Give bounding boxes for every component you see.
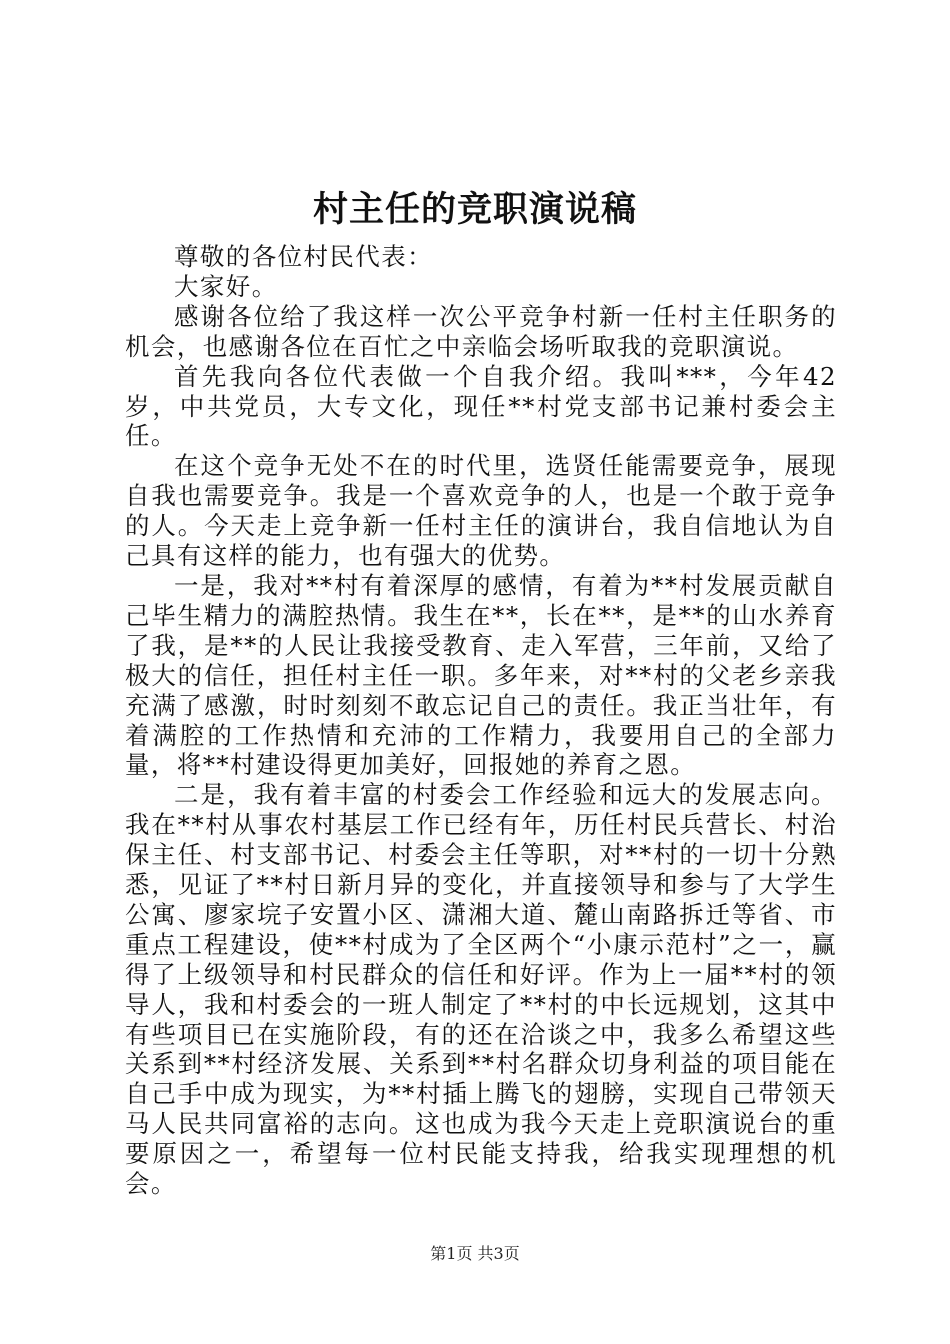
page-number-footer: 第1页 共3页 <box>430 1244 520 1263</box>
thanks-paragraph: 感谢各位给了我这样一次公平竞争村新一任村主任职务的机会，也感谢各位在百忙之中亲临会场听取我的竞职演说。 <box>125 301 837 361</box>
document-title: 村主任的竞职演说稿 <box>312 189 637 230</box>
greeting-paragraph: 大家好。 <box>174 271 278 301</box>
first-point-paragraph: 一是，我对**村有着深厚的感情，有着为**村发展贡献自己毕生精力的满腔热情。我生在**，长在**，是**的山水养育了我，是**的人民让我接受教育、走入军营，三年前，又给了极大的信任，担任村主任一职。多年来，对**村的父老乡亲我充满了感激，时时刻刻不敢忘记自己的责任。我正当壮年，有着满腔的工作热情和充沛的工作精力，我要用自己的全部力量，将**村建设得更加美好，回报她的养育之恩。 <box>125 570 837 780</box>
competition-paragraph: 在这个竞争无处不在的时代里，选贤任能需要竞争，展现自我也需要竞争。我是一个喜欢竞争的人，也是一个敢于竞争的人。今天走上竞争新一任村主任的演讲台，我自信地认为自己具有这样的能力，也有强大的优势。 <box>125 451 837 571</box>
salutation-paragraph: 尊敬的各位村民代表： <box>174 242 433 271</box>
document-body <box>125 242 837 1199</box>
self-introduction-paragraph: 首先我向各位代表做一个自我介绍。我叫***，今年42岁，中共党员，大专文化，现任**村党支部书记兼村委会主任。 <box>125 361 837 451</box>
second-point-paragraph: 二是，我有着丰富的村委会工作经验和远大的发展志向。我在**村从事农村基层工作已经有年，历任村民兵营长、村治保主任、村支部书记、村委会主任等职，对**村的一切十分熟悉，见证了**村日新月异的变化，并直接领导和参与了大学生公寓、廖家垸子安置小区、潇湘大道、麓山南路拆迁等省、市重点工程建设，使**村成为了全区两个“小康示范村”之一，赢得了上级领导和村民群众的信任和好评。作为上一届**村的领导人，我和村委会的一班人制定了**村的中长远规划，这其中有些项目已在实施阶段，有的还在洽谈之中，我多么希望这些关系到**村经济发展、关系到**村名群众切身利益的项目能在自己手中成为现实，为**村插上腾飞的翅膀，实现自己带领天马人民共同富裕的志向。这也成为我今天走上竞职演说台的重要原因之一，希望每一位村民能支持我，给我实现理想的机会。 <box>125 780 837 1199</box>
